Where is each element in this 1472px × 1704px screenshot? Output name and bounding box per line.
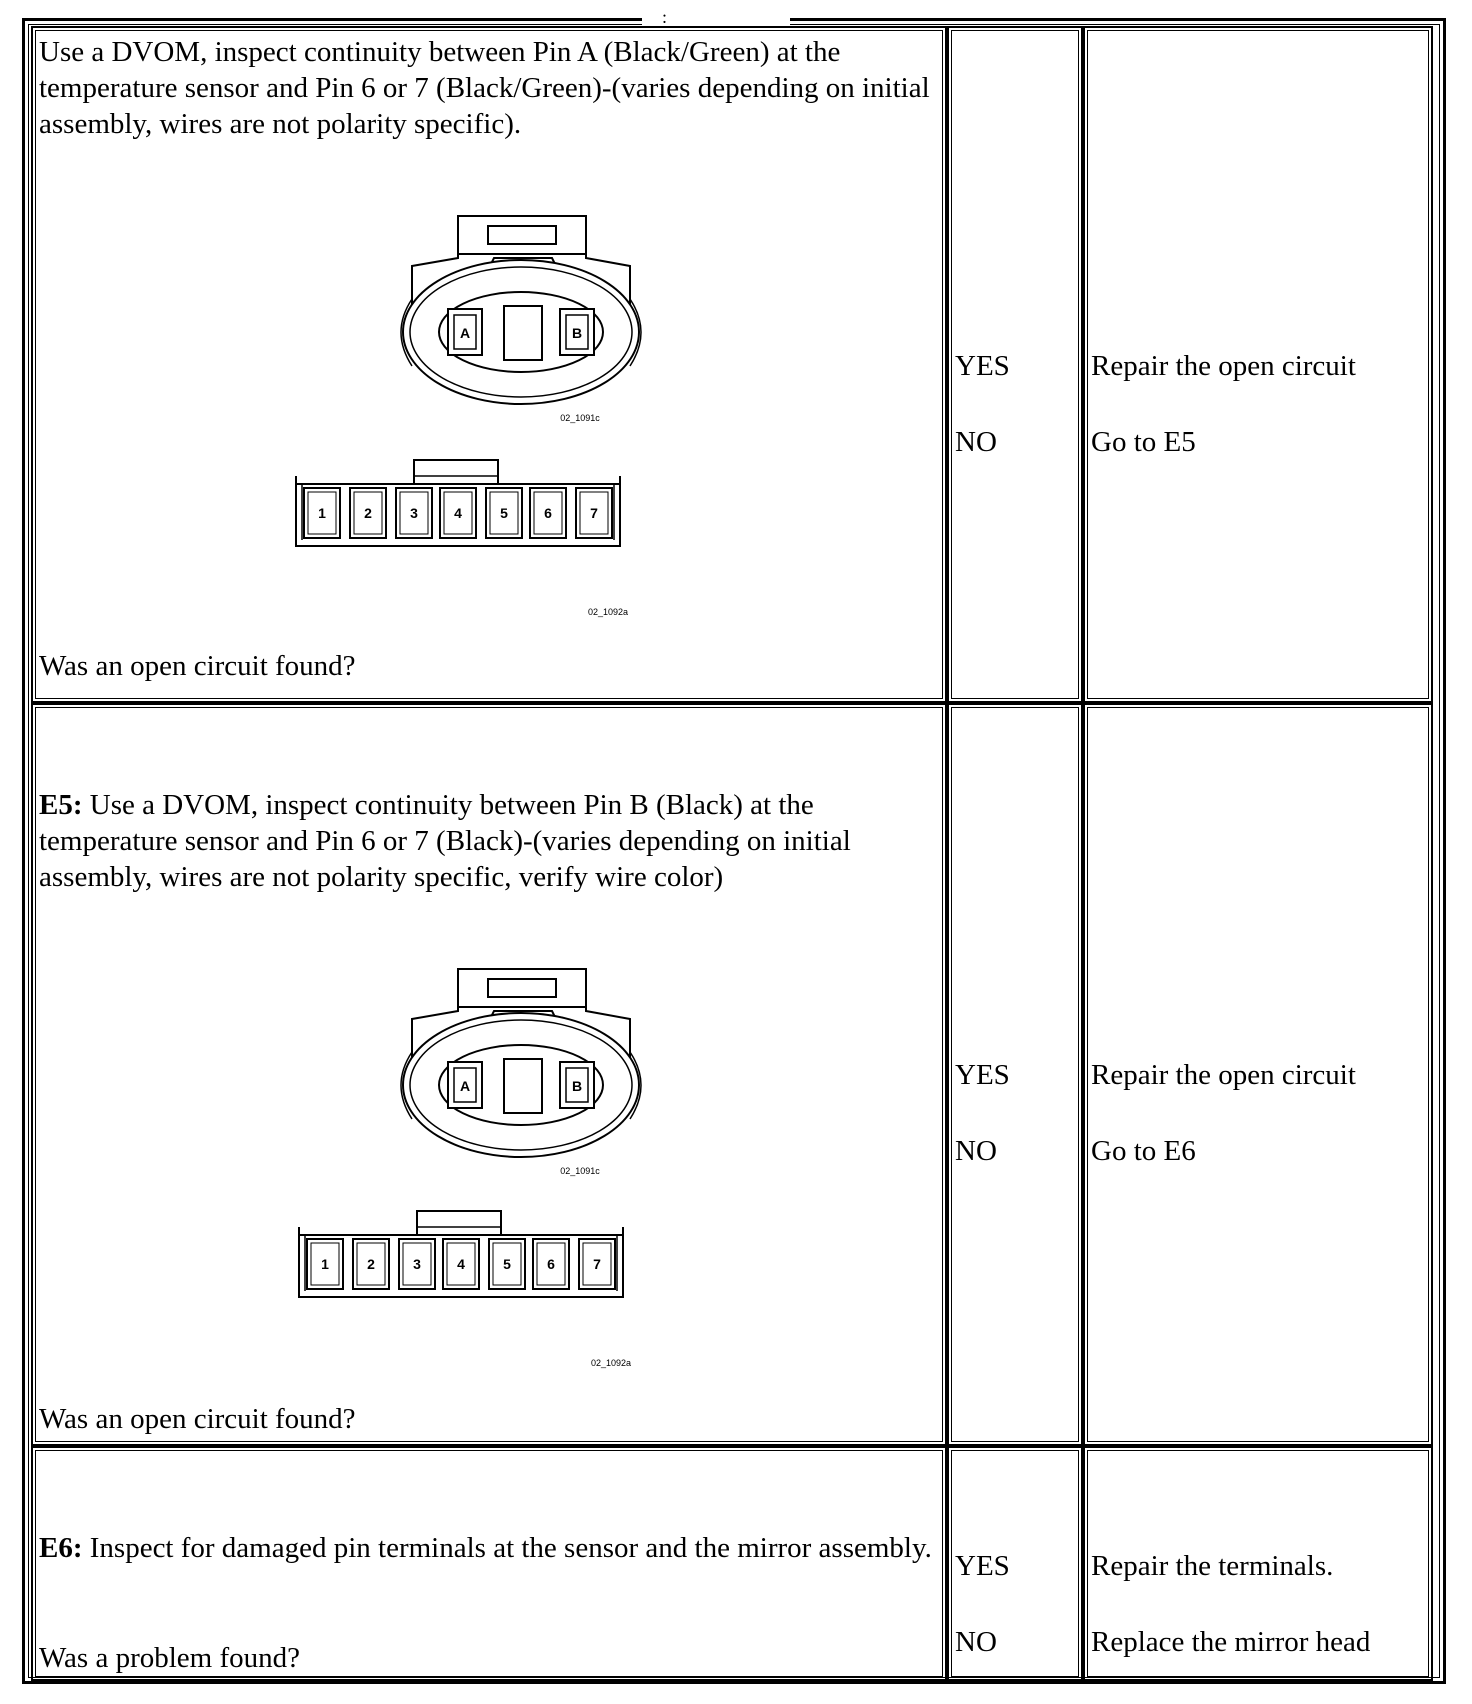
sensor-connector-diagram (368, 184, 658, 424)
row2-no-label: NO (955, 1135, 997, 1167)
row3-question: Was a problem found? (39, 1642, 300, 1674)
sensor-pin-a: A (459, 325, 471, 341)
harness-connector-diagram (291, 1209, 651, 1369)
row2-step-label: E5: (39, 789, 83, 821)
harness-pin-6: 6 (547, 1256, 555, 1272)
row2-yes-label: YES (955, 1059, 1010, 1091)
harness-pin-7: 7 (593, 1256, 601, 1272)
row2-question: Was an open circuit found? (39, 1403, 356, 1435)
sensor-pin-b: B (571, 325, 583, 341)
row1-answer-cell (947, 26, 1083, 703)
row2-instruction (39, 787, 941, 895)
harness-pin-7: 7 (590, 505, 598, 521)
harness-pin-4: 4 (454, 505, 462, 521)
row1-action-cell (1083, 26, 1433, 703)
harness-pin-2: 2 (367, 1256, 375, 1272)
row1-instruction: Use a DVOM, inspect continuity between Pin A (Black/Green) at the temperature sensor and Pin 6 or 7 (Black/Green)-(varies depending on initial assembly, wires are not polarity specific). (39, 36, 930, 140)
row3-yes-action: Repair the terminals. (1091, 1550, 1334, 1582)
row2-no-action: Go to E6 (1091, 1135, 1196, 1167)
row2-instruction-cell (31, 703, 947, 1446)
row3-action-cell (1083, 1446, 1433, 1681)
sensor-pin-b: B (571, 1078, 583, 1094)
harness-pin-3: 3 (413, 1256, 421, 1272)
row1-question: Was an open circuit found? (39, 650, 356, 682)
row1-yes-action: Repair the open circuit (1091, 350, 1356, 382)
row1-no-action: Go to E5 (1091, 426, 1196, 458)
harness-figure-code: 02_1092a (587, 607, 628, 617)
sensor-connector-diagram (368, 937, 658, 1177)
row3-yes-label: YES (955, 1550, 1010, 1582)
sensor-pin-a: A (459, 1078, 471, 1094)
harness-connector-diagram (288, 458, 648, 618)
row2-action-cell (1083, 703, 1433, 1446)
row3-no-action: Replace the mirror head (1091, 1626, 1371, 1658)
harness-pin-5: 5 (503, 1256, 511, 1272)
harness-pin-6: 6 (544, 505, 552, 521)
harness-pin-1: 1 (321, 1256, 329, 1272)
harness-pin-1: 1 (318, 505, 326, 521)
row2-yes-action: Repair the open circuit (1091, 1059, 1356, 1091)
row2-instruction-text: Use a DVOM, inspect continuity between Pin B (Black) at the temperature sensor and Pin 6 or 7 (Black)-(varies depending on initial assembly, wires are not polarity specific, verify wire color) (39, 789, 851, 893)
row3-step-label: E6: (39, 1532, 83, 1564)
harness-figure-code: 02_1092a (590, 1358, 631, 1368)
harness-pin-2: 2 (364, 505, 372, 521)
row3-instruction (39, 1530, 941, 1566)
row1-no-label: NO (955, 426, 997, 458)
row1-yes-label: YES (955, 350, 1010, 382)
continuation-mark: : (662, 7, 668, 27)
row3-answer-cell (947, 1446, 1083, 1681)
row3-no-label: NO (955, 1626, 997, 1658)
row1-instruction-cell (31, 26, 947, 703)
row2-answer-cell (947, 703, 1083, 1446)
row3-instruction-cell (31, 1446, 947, 1681)
sensor-figure-code: 02_1091c (560, 1166, 600, 1176)
sensor-figure-code: 02_1091c (560, 413, 600, 423)
harness-pin-3: 3 (410, 505, 418, 521)
harness-pin-4: 4 (457, 1256, 465, 1272)
harness-pin-5: 5 (500, 505, 508, 521)
row3-instruction-text: Inspect for damaged pin terminals at the sensor and the mirror assembly. (89, 1532, 932, 1564)
